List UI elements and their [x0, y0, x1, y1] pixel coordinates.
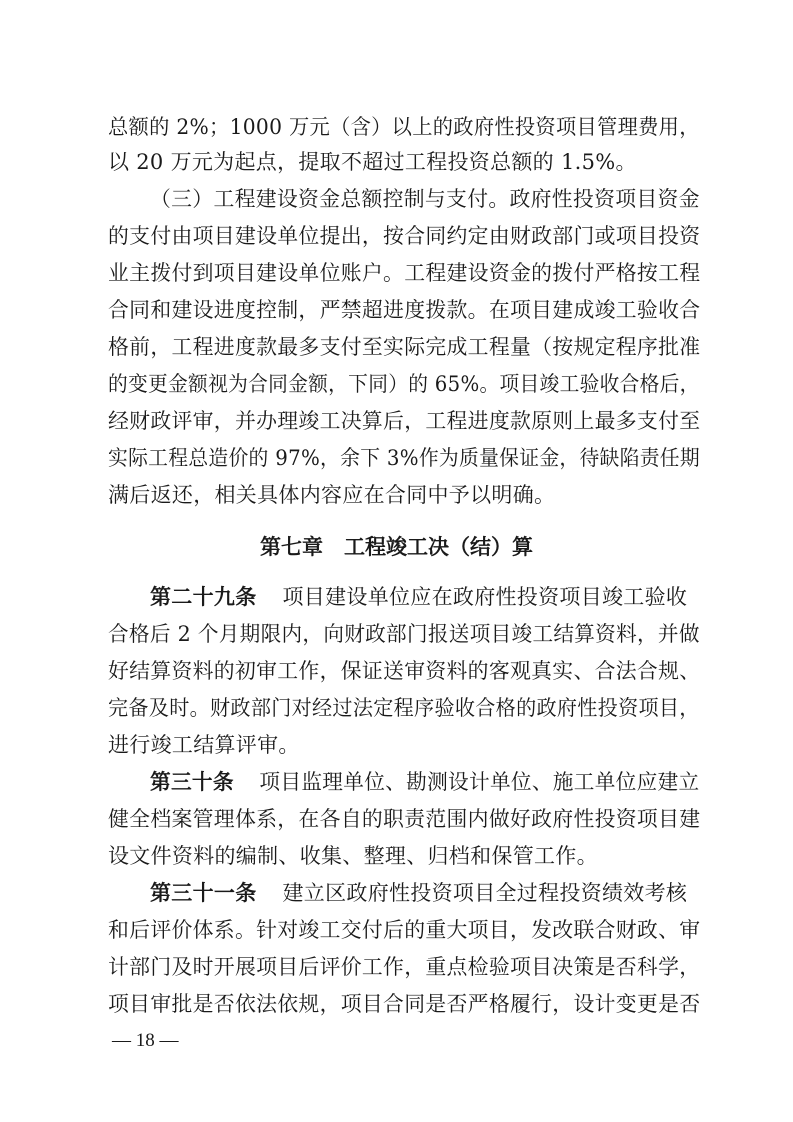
text-line: （三）工程建设资金总额控制与支付。政府性投资项目资金	[150, 187, 700, 211]
text-line: 总额的 2%；1000 万元（含）以上的政府性投资项目管理费用，	[108, 115, 700, 139]
text-line: 计部门及时开展项目后评价工作，重点检验项目决策是否科学，	[108, 955, 701, 979]
article-29-label: 第二十九条	[150, 585, 257, 609]
text-line: 实际工程总造价的 97%，余下 3%作为质量保证金，待缺陷责任期	[108, 446, 700, 470]
text-line: 合同和建设进度控制，严禁超进度拨款。在项目建成竣工验收合	[108, 298, 701, 322]
text-line: 进行竣工结算评审。	[108, 733, 300, 757]
text-line: 的支付由项目建设单位提出，按合同约定由财政部门或项目投资	[108, 224, 701, 248]
article-29-text: 项目建设单位应在政府性投资项目竣工验收	[282, 585, 688, 609]
text-line: 合格后 2 个月期限内，向财政部门报送项目竣工结算资料，并做	[108, 622, 700, 646]
article-30-first-line	[150, 767, 700, 797]
article-29-first-line	[150, 582, 687, 612]
text-line: 完备及时。财政部门对经过法定程序验收合格的政府性投资项目，	[108, 696, 700, 720]
page-number: — 18 —	[112, 1030, 179, 1051]
text-line: 以 20 万元为起点，提取不超过工程投资总额的 1.5%。	[108, 150, 637, 174]
article-31-label: 第三十一条	[150, 881, 257, 905]
text-line: 经财政评审，并办理竣工决算后，工程进度款原则上最多支付至	[108, 409, 701, 433]
text-line: 健全档案管理体系，在各自的职责范围内做好政府性投资项目建	[108, 807, 701, 831]
chapter-heading: 第七章 工程竣工决（结）算	[260, 535, 533, 559]
text-line: 好结算资料的初审工作，保证送审资料的客观真实、合法合规、	[108, 659, 701, 683]
article-30-text: 项目监理单位、勘测设计单位、施工单位应建立	[259, 770, 700, 794]
article-31-text: 建立区政府性投资项目全过程投资绩效考核	[282, 881, 688, 905]
article-31-first-line	[150, 878, 687, 908]
article-30-label: 第三十条	[150, 770, 234, 794]
text-line: 满后返还，相关具体内容应在合同中予以明确。	[108, 483, 556, 507]
text-line: 格前，工程进度款最多支付至实际完成工程量（按规定程序批准	[108, 335, 701, 359]
text-line: 的变更金额视为合同金额，下同）的 65%。项目竣工验收合格后，	[108, 372, 700, 396]
text-line: 设文件资料的编制、收集、整理、归档和保管工作。	[108, 844, 598, 868]
text-line: 和后评价体系。针对竣工交付后的重大项目，发改联合财政、审	[108, 918, 701, 942]
text-line: 业主拨付到项目建设单位账户。工程建设资金的拨付严格按工程	[108, 261, 701, 285]
text-line: 项目审批是否依法依规，项目合同是否严格履行，设计变更是否	[108, 992, 701, 1016]
